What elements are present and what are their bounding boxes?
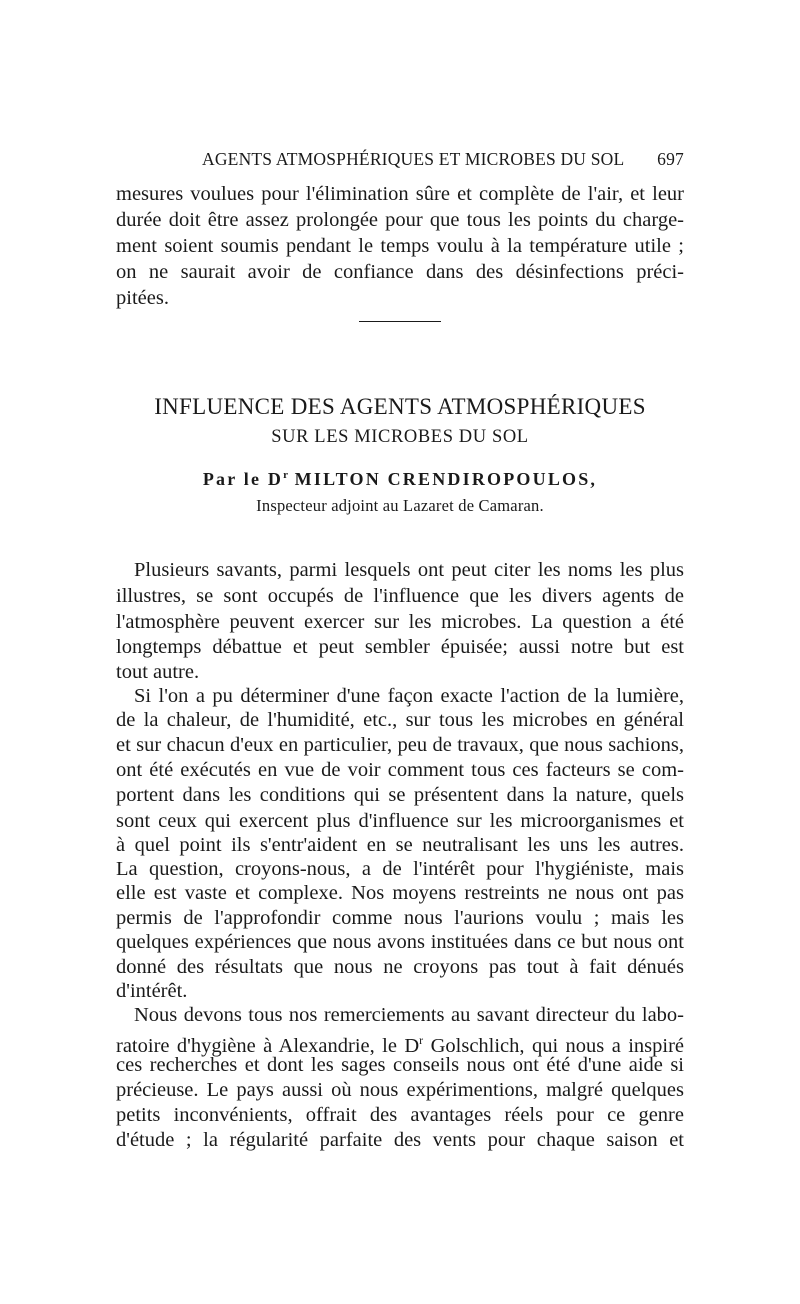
text-line: l'atmosphère peuvent exercer sur les microbes. La question a été [116,611,684,633]
text-line: et sur chacun d'eux en particulier, peu de travaux, que nous sachions, [116,734,684,756]
byline-doctor-suffix: r [283,469,288,481]
text-line: longtemps débattue et peut sembler épuisée; aussi notre but est [116,636,684,658]
author-name: MILTON CRENDIROPOULOS, [287,469,598,489]
text-line: d'étude ; la régularité parfaite des vents pour chaque saison et [116,1129,684,1151]
text-line: ces recherches et dont les sages conseils nous ont été d'une aide si [116,1054,684,1076]
text-line: à quel point ils s'entr'aident en se neutralisant les uns les autres. [116,834,684,856]
text-line: d'intérêt. [116,980,188,1002]
text-line: donné des résultats que nous ne croyons pas tout à fait dénués [116,956,684,978]
text-line: précieuse. Le pays aussi où nous expérimentions, malgré quelques [116,1079,684,1101]
doctor-suffix: r [419,1033,424,1047]
text-line: ment soient soumis pendant le temps voulu à la température utile ; [116,235,684,257]
text-line: La question, croyons-nous, a de l'intérêt pour l'hygiéniste, mais [116,858,684,880]
text-fragment: ratoire d'hygiène à Alexandrie, le D [116,1034,420,1057]
text-line [116,1027,685,1057]
text-line: ont été exécutés en vue de voir comment tous ces facteurs se com- [116,759,684,781]
text-line: on ne saurait avoir de confiance dans des désinfections préci- [116,261,684,283]
text-line: pitées. [116,287,169,309]
text-line: quelques expériences que nous avons instituées dans ce but nous ont [116,931,684,953]
text-line: illustres, se sont occupés de l'influence que les divers agents de [116,585,684,607]
text-line: de la chaleur, de l'humidité, etc., sur tous les microbes en général [116,709,684,731]
byline-prefix: Par le D [202,469,284,489]
text-line: permis de l'approfondir comme nous l'aurions voulu ; mais les [116,907,684,929]
text-line: tout autre. [116,661,200,683]
article-subtitle: SUR LES MICROBES DU SOL [271,427,529,447]
author-affiliation: Inspecteur adjoint au Lazaret de Camaran. [256,496,544,515]
text-line: Si l'on a pu déterminer d'une façon exacte l'action de la lumière, [134,685,684,707]
section-divider [359,321,441,322]
text-line: durée doit être assez prolongée pour que tous les points du charge- [116,209,684,231]
running-head [116,149,684,173]
author-byline [0,469,800,490]
text-line: sont ceux qui exercent plus d'influence sur les microorganismes et [116,810,684,832]
text-line: Plusieurs savants, parmi lesquels ont peut citer les noms les plus [134,559,684,581]
text-line: mesures voulues pour l'élimination sûre et complète de l'air, et leur [116,183,684,205]
page-number: 697 [657,149,684,169]
running-head-title: AGENTS ATMOSPHÉRIQUES ET MICROBES DU SOL [202,149,625,169]
text-fragment: Golschlich, qui nous a inspiré [423,1034,685,1057]
text-line: Nous devons tous nos remerciements au savant directeur du labo- [134,1004,684,1026]
text-line: petits inconvénients, offrait des avantages réels pour ce genre [116,1104,684,1126]
text-line: portent dans les conditions qui se présentent dans la nature, quels [116,784,684,806]
text-line: elle est vaste et complexe. Nos moyens restreints ne nous ont pas [116,882,684,904]
article-title: INFLUENCE DES AGENTS ATMOSPHÉRIQUES [154,394,646,419]
